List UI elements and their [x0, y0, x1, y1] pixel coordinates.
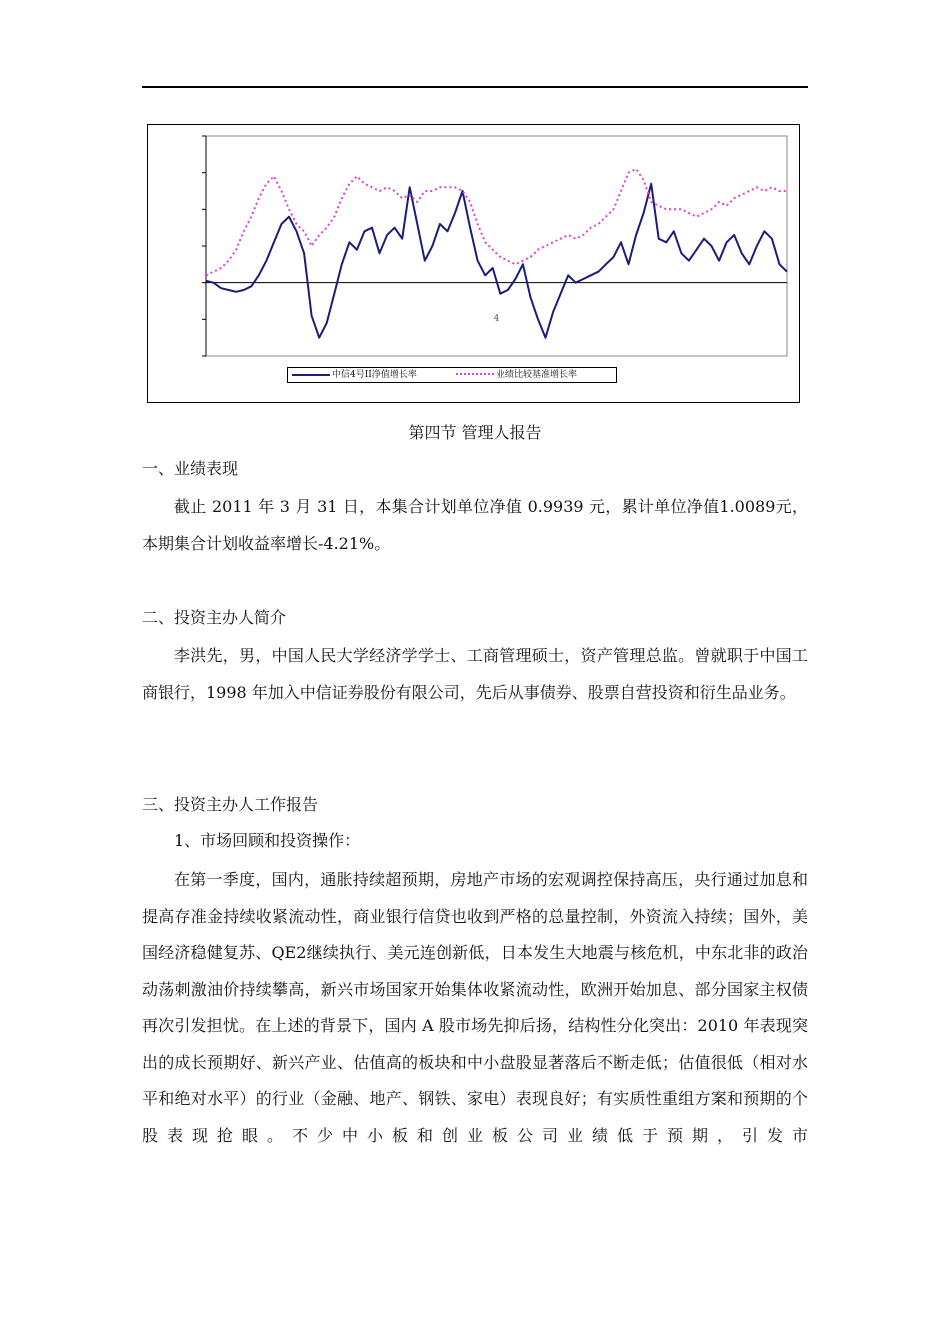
chart-canvas [148, 125, 801, 404]
subheading-market-review: 1、市场回顾和投资操作： [174, 831, 361, 850]
paragraph-market-review: 在第一季度，国内，通胀持续超预期，房地产市场的宏观调控保持高压，央行通过加息和提高存准金持续收紧流动性，商业银行信贷也收到严格的总量控制，外资流入持续；国外，美国经济稳健复苏、QE2继续执行、美元连创新低，日本发生大地震与核危机，中东北非的政治动荡刺激油价持续攀高，新兴市场国家开始集体收紧流动性，欧洲开始加息、部分国家主权债再次引发担忧。在上述的背景下，国内 A 股市场先抑后扬，结构性分化突出：2010 年表现突出的成长预期好、新兴产业、估值高的板块和中小盘股显著落后不断走低；估值很低（相对水平和绝对水平）的行业（金融、地产、钢铁、家电）表现良好；有实质性重组方案和预期的个股表现抢眼。不少中小板和创业板公司业绩低于预期，引发市 [142, 870, 808, 1145]
paragraph-performance: 截止 2011 年 3 月 31 日，本集合计划单位净值 0.9939 元，累计单位净值1.0089元，本期集合计划收益率增长-4.21%。 [142, 497, 808, 553]
legend-label-benchmark: 业绩比较基准增长率 [496, 370, 578, 380]
heading-manager-bio: 二、投资主办人简介 [142, 608, 287, 627]
legend-swatch-benchmark [456, 373, 494, 375]
section-title: 第四节 管理人报告 [408, 423, 542, 442]
header-rule [142, 86, 808, 88]
performance-chart [147, 124, 800, 403]
series-line-benchmark [206, 169, 787, 275]
heading-work-report: 三、投资主办人工作报告 [142, 795, 319, 814]
legend-label-nav: 中信4号II净值增长率 [332, 370, 417, 380]
paragraph-manager-bio: 李洪先，男，中国人民大学经济学学士、工商管理硕士，资产管理总监。曾就职于中国工商银行，1998 年加入中信证券股份有限公司，先后从事债券、股票自营投资和衍生品业务。 [142, 646, 808, 702]
legend-swatch-nav [292, 374, 330, 376]
chart-legend [287, 367, 617, 383]
chart-center-label: 4 [493, 314, 500, 324]
heading-performance: 一、业绩表现 [142, 459, 239, 478]
